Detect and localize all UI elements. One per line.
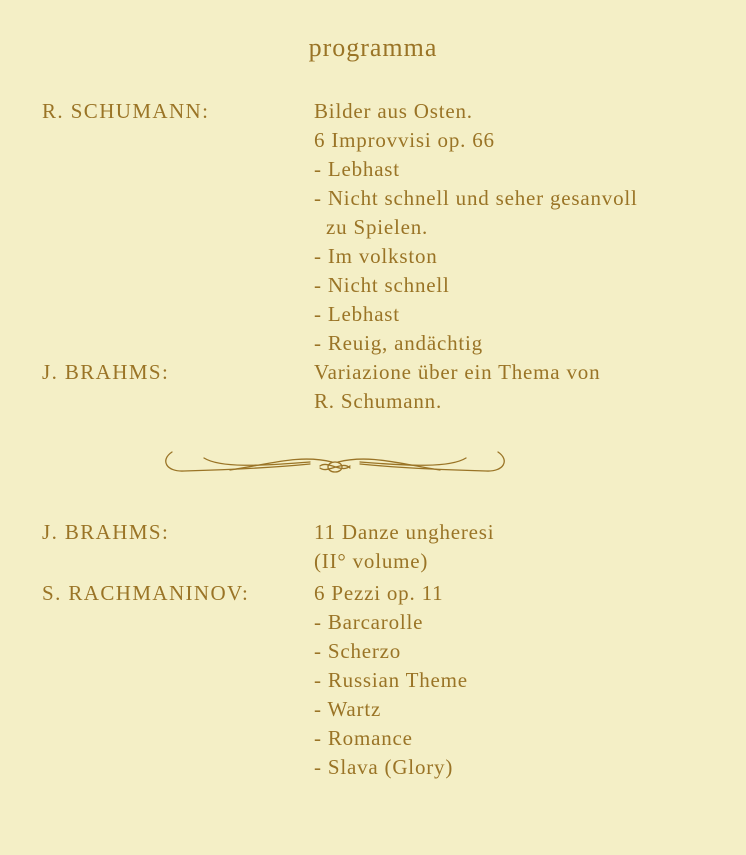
- flourish-divider-icon: [160, 444, 510, 484]
- work-line: 11 Danze ungheresi: [314, 520, 495, 544]
- composer-rachmaninov: S. RACHMANINOV:: [42, 581, 250, 605]
- works-schumann: [314, 97, 734, 358]
- work-line: - Lebhast: [314, 302, 400, 326]
- works-brahms-2: [314, 518, 734, 576]
- work-line: - Im volkston: [314, 244, 438, 268]
- work-line: - Lebhast: [314, 157, 400, 181]
- work-line: 6 Pezzi op. 11: [314, 581, 444, 605]
- work-line: - Romance: [314, 726, 413, 750]
- composer-brahms-1: J. BRAHMS:: [42, 360, 170, 384]
- work-line: - Reuig, andächtig: [314, 331, 483, 355]
- work-line: (II° volume): [314, 549, 429, 573]
- composer-schumann: R. SCHUMANN:: [42, 99, 210, 123]
- work-line: zu Spielen.: [326, 215, 429, 239]
- page-title: programma: [308, 33, 438, 62]
- work-line: - Wartz: [314, 697, 382, 721]
- works-brahms-1: [314, 358, 734, 416]
- work-line: - Russian Theme: [314, 668, 468, 692]
- composer-brahms-2: J. BRAHMS:: [42, 520, 170, 544]
- work-line: R. Schumann.: [314, 389, 443, 413]
- work-line: Variazione über ein Thema von: [314, 360, 601, 384]
- work-line: - Barcarolle: [314, 610, 424, 634]
- work-line: - Nicht schnell: [314, 273, 450, 297]
- work-line: Bilder aus Osten.: [314, 99, 473, 123]
- work-line: - Scherzo: [314, 639, 402, 663]
- work-line: - Slava (Glory): [314, 755, 454, 779]
- work-line: - Nicht schnell und seher gesanvoll: [314, 186, 638, 210]
- works-rachmaninov: [314, 579, 734, 782]
- work-line: 6 Improvvisi op. 66: [314, 128, 495, 152]
